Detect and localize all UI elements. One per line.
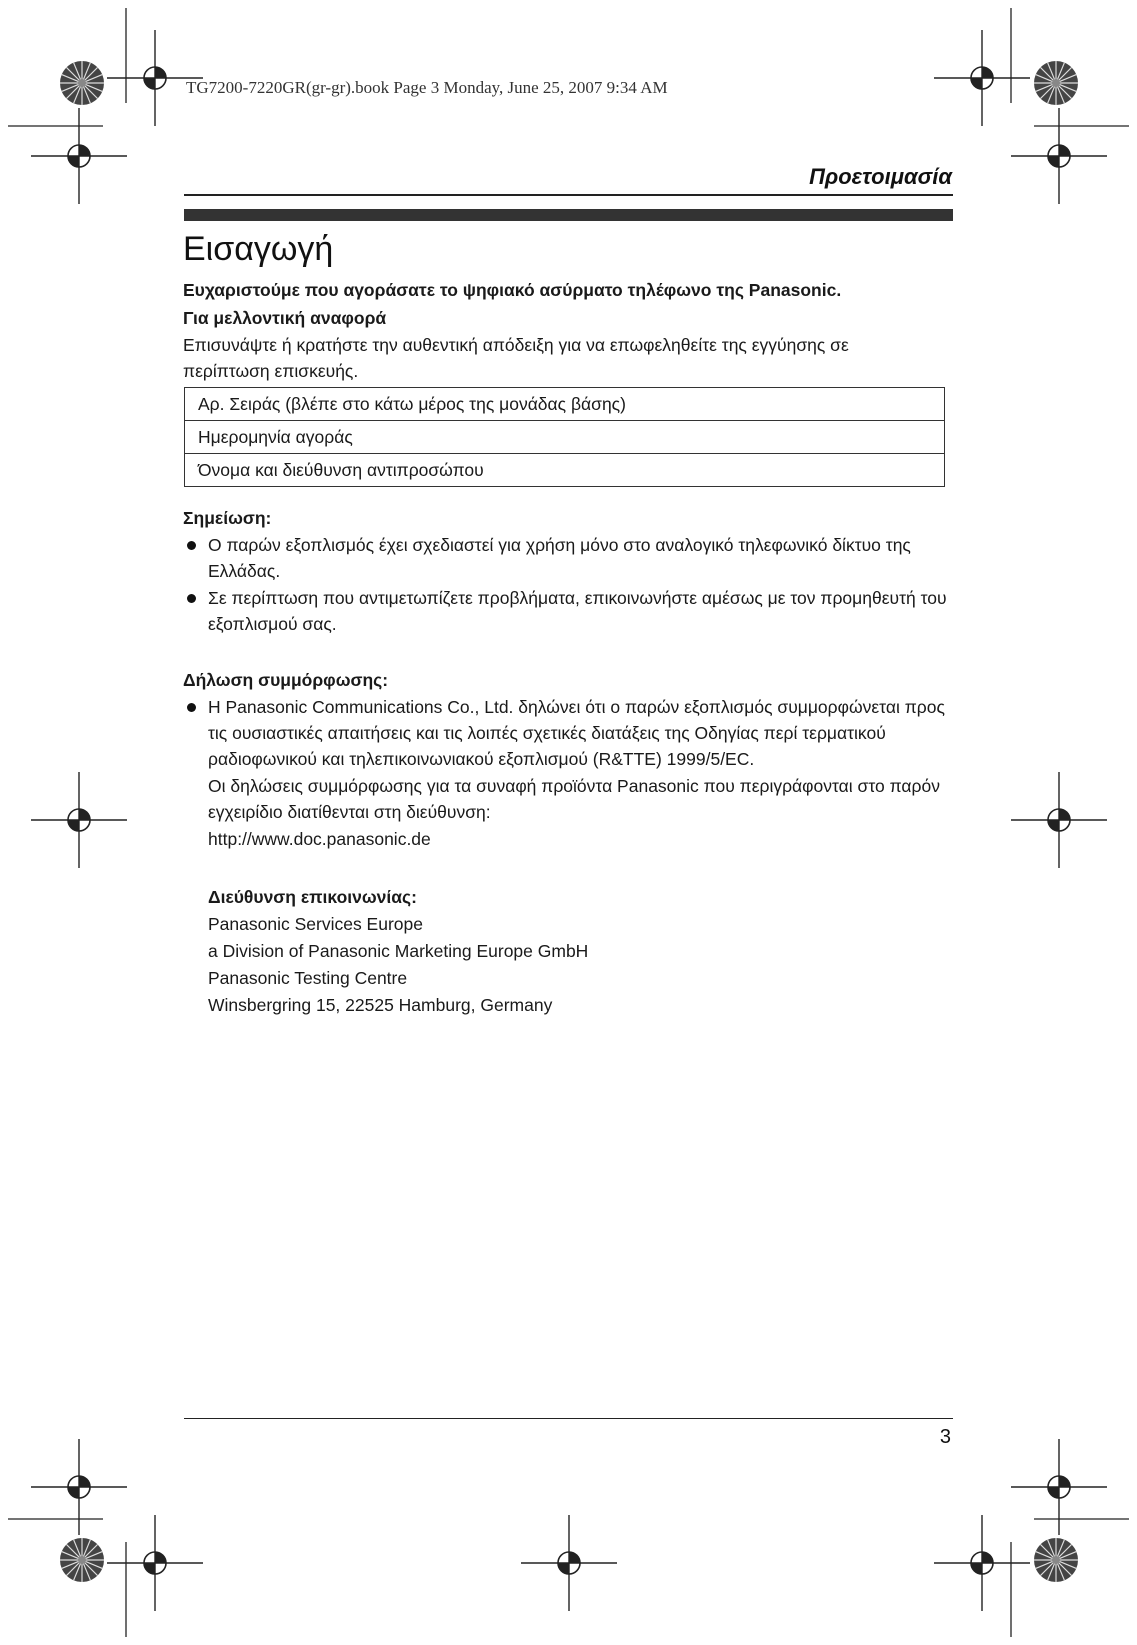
contact-line: Panasonic Services Europe — [208, 914, 423, 934]
page-heading: Εισαγωγή — [183, 230, 334, 268]
declaration-title: Δήλωση συμμόρφωσης: — [183, 670, 389, 690]
contact-line: a Division of Panasonic Marketing Europe GmbH — [208, 941, 589, 961]
declaration-line2: Οι δηλώσεις συμμόρφωσης για τα συναφή προϊόντα Panasonic που περιγράφονται στο παρόν εγχειρίδιο διατίθενται στη διεύθυνση: — [208, 776, 940, 822]
table-row-dealer: Όνομα και διεύθυνση αντιπροσώπου — [198, 460, 484, 480]
table-row-serial: Αρ. Σειράς (βλέπε στο κάτω μέρος της μονάδας βάσης) — [185, 388, 944, 421]
note-item: Ο παρών εξοπλισμός έχει σχεδιαστεί για χρήση μόνο στο αναλογικό τηλεφωνικό δίκτυο της Ελλάδας. — [183, 532, 951, 584]
contact-line: Panasonic Testing Centre — [208, 968, 408, 988]
footer-rule — [184, 1418, 953, 1419]
thanks-text: Ευχαριστούμε που αγοράσατε το ψηφιακό ασύρματο τηλέφωνο της Panasonic. — [183, 280, 842, 300]
section-title: Προετοιμασία — [809, 164, 952, 189]
contact-line: Winsbergring 15, 22525 Hamburg, Germany — [208, 995, 553, 1015]
declaration-item: Η Panasonic Communications Co., Ltd. δηλώνει ότι ο παρών εξοπλισμός συμμορφώνεται προς τις ουσιαστικές απαιτήσεις και τις λοιπές σχετικές διατάξεις της Οδηγίας περί τερματικού ραδιοφωνικού και τηλεπικοινωνιακού εξοπλισμού (R&TTE) 1999/5/EC. — [183, 694, 951, 772]
declaration-url-link[interactable]: http://www.doc.panasonic.de — [208, 829, 431, 849]
future-ref-text: Επισυνάψτε ή κρατήστε την αυθεντική απόδειξη για να επωφεληθείτε της εγγύησης σε περίπτωση επισκευής. — [183, 335, 849, 381]
bullet-icon — [187, 594, 196, 603]
bullet-icon — [187, 703, 196, 712]
book-info-line: TG7200-7220GR(gr-gr).book Page 3 Monday, June 25, 2007 9:34 AM — [186, 78, 668, 97]
page-number: 3 — [939, 1426, 951, 1448]
contact-title: Διεύθυνση επικοινωνίας: — [208, 887, 417, 907]
note-item: Σε περίπτωση που αντιμετωπίζετε προβλήματα, επικοινωνήστε αμέσως με τον προμηθευτή του εξοπλισμού σας. — [183, 585, 951, 637]
info-table — [184, 387, 945, 487]
heading-bar — [184, 209, 953, 221]
bullet-icon — [187, 541, 196, 550]
note-title: Σημείωση: — [183, 508, 272, 528]
table-row-date: Ημερομηνία αγοράς — [185, 421, 944, 454]
header-rule — [184, 194, 953, 196]
future-ref-title: Για μελλοντική αναφορά — [183, 308, 387, 328]
